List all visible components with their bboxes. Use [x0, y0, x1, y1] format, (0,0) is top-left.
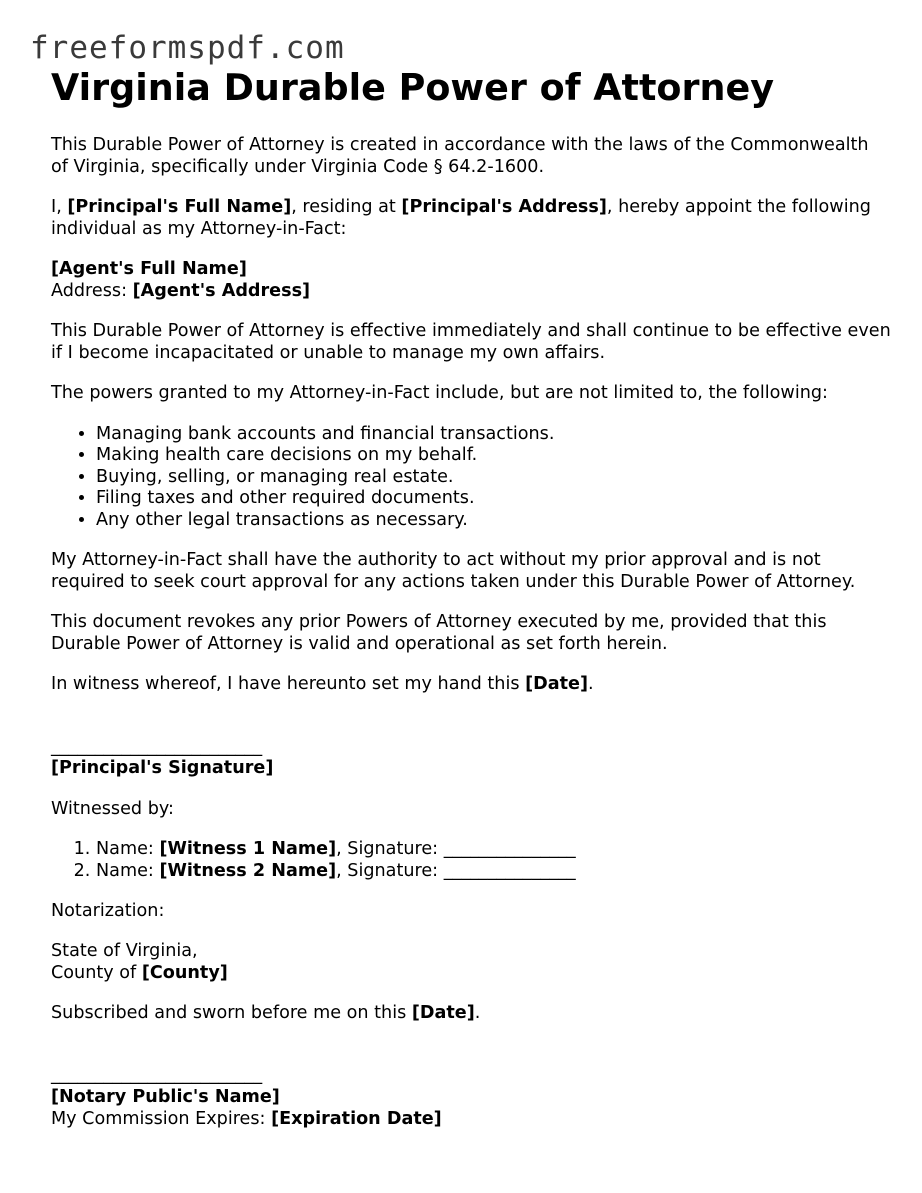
- agent-block: [51, 259, 891, 303]
- principal-signature-label: [Principal's Signature]: [51, 758, 274, 779]
- powers-list: [51, 424, 891, 532]
- appoint-suffix: , hereby appoint the following individual as my Attorney-in-Fact:: [51, 197, 871, 239]
- county-field: [County]: [141, 962, 228, 983]
- authority-paragraph: My Attorney-in-Fact shall have the authority to act without my prior approval and is not required to seek court approval for any actions taken under this Durable Power of Attorney.: [51, 550, 856, 592]
- witness-2-signature-line: _______________: [443, 860, 576, 881]
- county-label: County of: [51, 962, 142, 983]
- agent-address-field: [Agent's Address]: [132, 280, 311, 301]
- state-text: State of Virginia,: [51, 941, 198, 961]
- principal-signature-line: ________________________: [51, 736, 263, 757]
- witness-whereof-prefix: In witness whereof, I have hereunto set my hand this: [51, 674, 526, 695]
- appoint-prefix: I,: [51, 197, 68, 218]
- witness-whereof-suffix: .: [588, 674, 594, 695]
- list-item: • Any other legal transactions as necessary.: [96, 510, 891, 532]
- principal-name-field: [Principal's Full Name]: [67, 197, 292, 218]
- agent-address-label: Address:: [51, 280, 133, 301]
- witness-1-signature-line: _______________: [443, 839, 576, 860]
- commission-expiration-field: [Expiration Date]: [271, 1108, 442, 1129]
- subscribed-paragraph: [51, 1003, 891, 1025]
- appoint-mid: , residing at: [291, 197, 402, 218]
- subscribed-date-field: [Date]: [411, 1003, 475, 1024]
- subscribed-suffix: .: [474, 1003, 481, 1024]
- notary-block: [51, 1065, 891, 1130]
- date-field: [Date]: [525, 674, 589, 695]
- notary-name-field: [Notary Public's Name]: [51, 1087, 280, 1108]
- agent-name-field: [Agent's Full Name]: [51, 259, 247, 280]
- notarization-label: Notarization:: [51, 900, 165, 921]
- list-item: • Making health care decisions on my behalf.: [96, 445, 891, 467]
- witness-1-name-field: [Witness 1 Name]: [159, 839, 337, 860]
- commission-label: My Commission Expires:: [51, 1108, 272, 1129]
- witness-item: [96, 861, 891, 883]
- witness-name-label: Name:: [96, 839, 160, 860]
- witness-whereof-paragraph: [51, 674, 891, 696]
- witness-2-name-field: [Witness 2 Name]: [159, 860, 337, 881]
- notary-signature-line: ________________________: [51, 1065, 263, 1086]
- watermark: freeformspdf.com: [30, 30, 345, 66]
- principal-address-field: [Principal's Address]: [401, 197, 607, 218]
- witness-list: [51, 839, 891, 882]
- witnessed-by-label: Witnessed by:: [51, 798, 174, 819]
- powers-intro: The powers granted to my Attorney-in-Fact include, but are not limited to, the following:: [51, 383, 828, 404]
- principal-signature-block: [51, 737, 891, 781]
- witness-item: [96, 839, 891, 861]
- subscribed-prefix: Subscribed and sworn before me on this: [51, 1003, 412, 1024]
- list-item: • Managing bank accounts and financial transactions.: [96, 424, 891, 446]
- list-item: • Filing taxes and other required documents.: [96, 488, 891, 510]
- effective-paragraph: This Durable Power of Attorney is effective immediately and shall continue to be effective even if I become incapacitated or unable to manage my own affairs.: [51, 321, 891, 364]
- page-title: Virginia Durable Power of Attorney: [51, 66, 775, 109]
- witness-signature-label: , Signature:: [336, 839, 444, 860]
- intro-paragraph: This Durable Power of Attorney is created in accordance with the laws of the Commonwealth of Virginia, specifically under Virginia Code § 64.2-1600.: [51, 135, 869, 177]
- witness-signature-label: , Signature:: [336, 860, 444, 881]
- venue-block: [51, 941, 891, 985]
- witness-name-label: Name:: [96, 860, 160, 881]
- revocation-paragraph: This document revokes any prior Powers of Attorney executed by me, provided that this Durable Power of Attorney is valid and operational as set forth herein.: [51, 612, 827, 655]
- document-body: [51, 66, 891, 1131]
- list-item: • Buying, selling, or managing real estate.: [96, 467, 891, 489]
- appointment-paragraph: [51, 197, 891, 241]
